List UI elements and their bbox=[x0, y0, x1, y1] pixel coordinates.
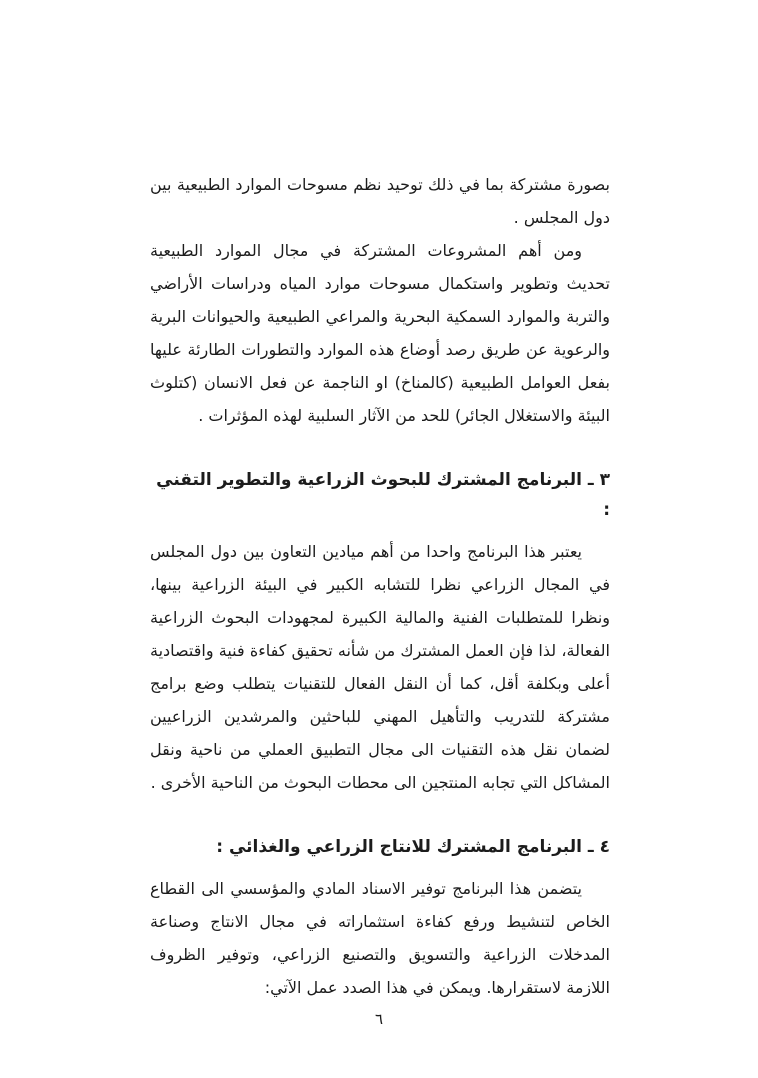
section-heading-4-agricultural-food-production: ٤ ـ البرنامج المشترك للانتاج الزراعي والغذائي : bbox=[216, 837, 610, 857]
paragraph-production-program: يتضمن هذا البرنامج توفير الاسناد المادي والمؤسسي الى القطاع الخاص لتنشيط ورفع كفاءة استثماراته في مجال الانتاج وصناعة المدخلات الزراعية والتسويق والتصنيع الزراعي، وتوفير الظروف اللازمة لاستقرارها. ويمكن في هذا الصدد عمل الآتي: bbox=[150, 879, 610, 997]
paragraph-natural-resources-continuation: بصورة مشتركة بما في ذلك توحيد نظم مسوحات الموارد الطبيعية بين دول المجلس . bbox=[150, 175, 610, 227]
page-number: ٦ bbox=[374, 1010, 384, 1028]
section-heading-3-agricultural-research: ٣ ـ البرنامج المشترك للبحوث الزراعية والتطوير التقني : bbox=[156, 470, 610, 520]
paragraph-research-program: يعتبر هذا البرنامج واحدا من أهم ميادين التعاون بين دول المجلس في المجال الزراعي نظرا للتشابه الكبير في البيئة الزراعية بينها، ونظرا للمتطلبات الفنية والمالية الكبيرة لمجهودات البحوث الزراعية الفعالة، لذا فإن العمل المشترك من شأنه تحقيق كفاءة فنية واقتصادية أعلى وبكلفة أقل، كما أن النقل الفعال للتقنيات يتطلب وضع برامج مشتركة للتدريب والتأهيل المهني للباحثين والمرشدين الزراعيين لضمان نقل هذه التقنيات الى مجال التطبيق العملي من ناحية ونقل المشاكل التي تجابه المنتجين الى محطات البحوث من الناحية الأخرى . bbox=[150, 542, 610, 792]
text-block bbox=[150, 168, 610, 1004]
paragraph-joint-projects: ومن أهم المشروعات المشتركة في مجال الموارد الطبيعية تحديث وتطوير واستكمال مسوحات موارد المياه ودراسات الأراضي والتربة والموارد السمكية البحرية والمراعي الطبيعية والحيوانات البرية والرعوية عن طريق رصد أوضاع هذه الموارد والتطورات الطارئة عليها بفعل العوامل الطبيعية (كالمناخ) او الناجمة عن فعل الانسان (كتلوث البيئة والاستغلال الجائر) للحد من الآثار السلبية لهذه المؤثرات . bbox=[150, 241, 610, 425]
